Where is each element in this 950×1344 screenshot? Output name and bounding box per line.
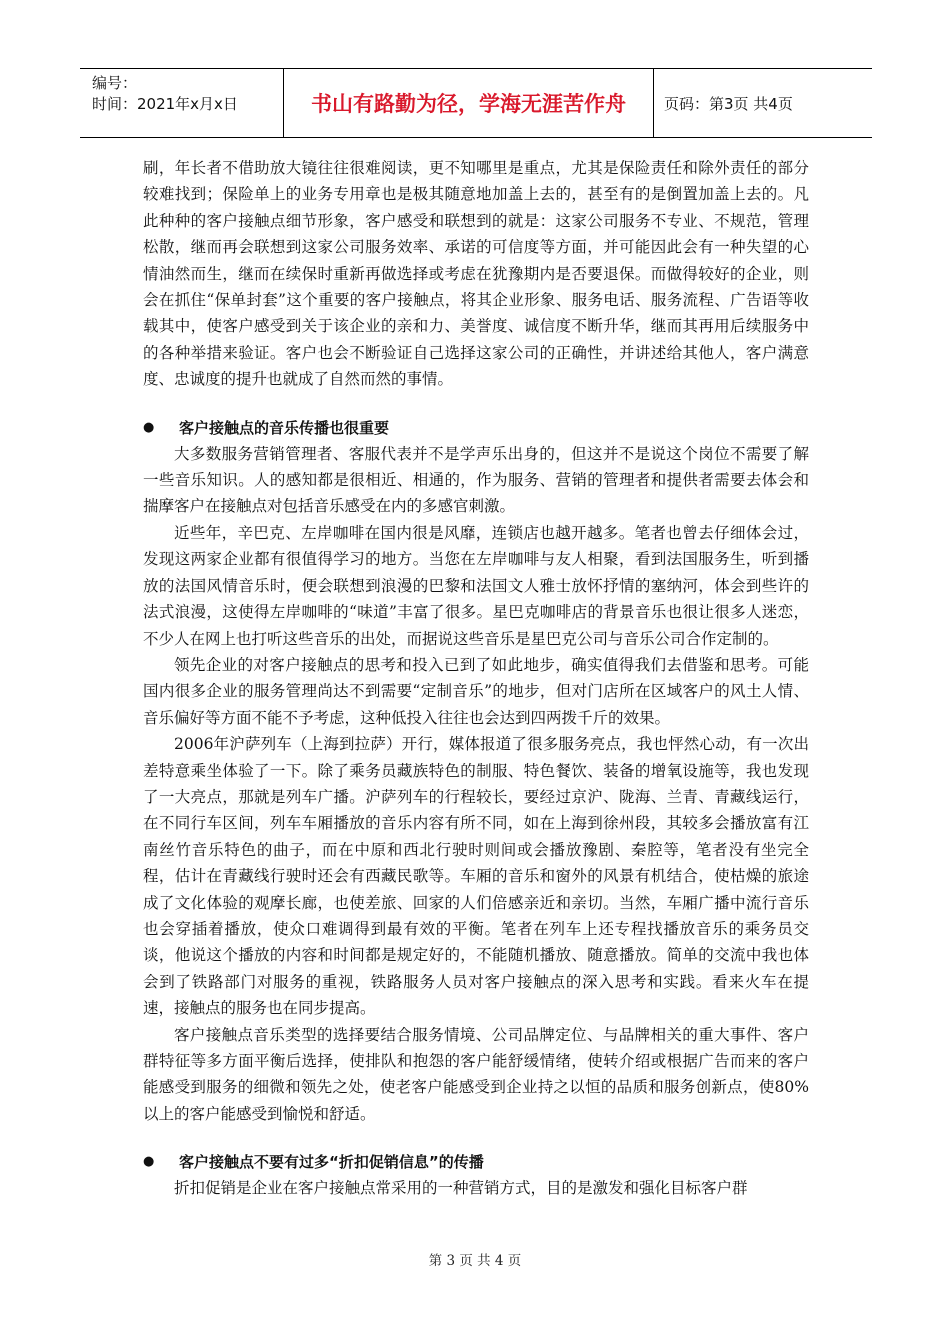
section-heading-text: 客户接触点的音乐传播也很重要 xyxy=(179,418,390,437)
header-motto: 书山有路勤为径，学海无涯苦作舟 xyxy=(284,69,654,137)
section-heading-music xyxy=(143,415,809,441)
paragraph: 近些年，辛巴克、左岸咖啡在国内很是风靡，连锁店也越开越多。笔者也曾去仔细体会过，发现这两家企业都有很值得学习的地方。当您在左岸咖啡与友人相聚，看到法国服务生，听到播放的法国风情音乐时，便会联想到浪漫的巴黎和法国文人雅士放怀抒情的塞纳河，体会到些许的法式浪漫，这使得左岸咖啡的“味道”丰富了很多。星巴克咖啡店的背景音乐也很让很多人迷恋，不少人在网上也打听这些音乐的出处，而据说这些音乐是星巴克公司与音乐公司合作定制的。 xyxy=(143,523,809,648)
section-heading-text: 客户接触点不要有过多“折扣促销信息”的传播 xyxy=(179,1153,484,1172)
document-time-label: 时间：2021年x月x日 xyxy=(92,95,238,113)
paragraph: 领先企业的对客户接触点的思考和投入已到了如此地步，确实值得我们去借鉴和思考。可能国内很多企业的服务管理尚达不到需要“定制音乐”的地步，但对门店所在区域客户的风土人情、音乐偏好等方面不能不予考虑，这种低投入往往也会达到四两拨千斤的效果。 xyxy=(143,655,809,727)
paragraph: 2006年沪萨列车（上海到拉萨）开行，媒体报道了很多服务亮点，我也怦然心动，有一次出差特意乘坐体验了一下。除了乘务员藏族特色的制服、特色餐饮、装备的增氧设施等，我也发现了一大亮点，那就是列车广播。沪萨列车的行程较长，要经过京沪、陇海、兰青、青藏线运行，在不同行车区间，列车车厢播放的音乐内容有所不同，如在上海到徐州段，其较多会播放富有江南丝竹音乐特色的曲子，而在中原和西北行驶时则间或会播放豫剧、秦腔等，笔者没有坐完全程，估计在青藏线行驶时还会有西藏民歌等。车厢的音乐和窗外的风景有机结合，使枯燥的旅途成了文化体验的观摩长廊，也使差旅、回家的人们倍感亲近和亲切。当然，车厢广播中流行音乐也会穿插着播放，使众口难调得到最有效的平衡。笔者在列车上还专程找播放音乐的乘务员交谈，他说这个播放的内容和时间都是规定好的，不能随机播放、随意播放。简单的交流中我也体会到了铁路部门对服务的重视，铁路服务人员对客户接触点的深入思考和实践。看来火车在提速，接触点的服务也在同步提高。 xyxy=(143,735,809,1018)
page-footer: 第 3 页 共 4 页 xyxy=(428,1253,522,1269)
header-meta xyxy=(80,69,284,137)
document-body xyxy=(143,155,809,1202)
bullet-icon: ● xyxy=(143,419,155,435)
paragraph: 客户接触点音乐类型的选择要结合服务情境、公司品牌定位、与品牌相关的重大事件、客户群特征等多方面平衡后选择，使排队和抱怨的客户能舒缓情绪，使转介绍或根据广告而来的客户能感受到服务的细微和领先之处，使老客户能感受到企业持之以恒的品质和服务创新点，使80%以上的客户能感受到愉悦和舒适。 xyxy=(143,1025,809,1123)
document-number-label: 编号： xyxy=(92,74,138,92)
section-heading-discount xyxy=(143,1149,809,1175)
bullet-icon: ● xyxy=(143,1154,155,1170)
page-header xyxy=(80,68,872,138)
paragraph: 大多数服务营销管理者、客服代表并不是学声乐出身的，但这并不是说这个岗位不需要了解一些音乐知识。人的感知都是很相近、相通的，作为服务、营销的管理者和提供者需要去体会和揣摩客户在接触点对包括音乐感受在内的多感官刺激。 xyxy=(143,444,809,516)
paragraph-continued: 刷，年长者不借助放大镜往往很难阅读，更不知哪里是重点，尤其是保险责任和除外责任的部分较难找到；保险单上的业务专用章也是极其随意地加盖上去的，甚至有的是倒置加盖上去的。凡此种种的客户接触点细节形象，客户感受和联想到的就是：这家公司服务不专业、不规范，管理松散，继而再会联想到这家公司服务效率、承诺的可信度等方面，并可能因此会有一种失望的心情油然而生，继而在续保时重新再做选择或考虑在犹豫期内是否要退保。而做得较好的企业，则会在抓住“保单封套”这个重要的客户接触点，将其企业形象、服务电话、服务流程、广告语等收载其中，使客户感受到关于该企业的亲和力、美誉度、诚信度不断升华，继而其再用后续服务中的各种举措来验证。客户也会不断验证自己选择这家公司的正确性，并讲述给其他人，客户满意度、忠诚度的提升也就成了自然而然的事情。 xyxy=(143,159,809,389)
header-page-number: 页码：第3页 共4页 xyxy=(664,94,793,113)
paragraph: 折扣促销是企业在客户接触点常采用的一种营销方式，目的是激发和强化目标客户群 xyxy=(174,1179,748,1198)
